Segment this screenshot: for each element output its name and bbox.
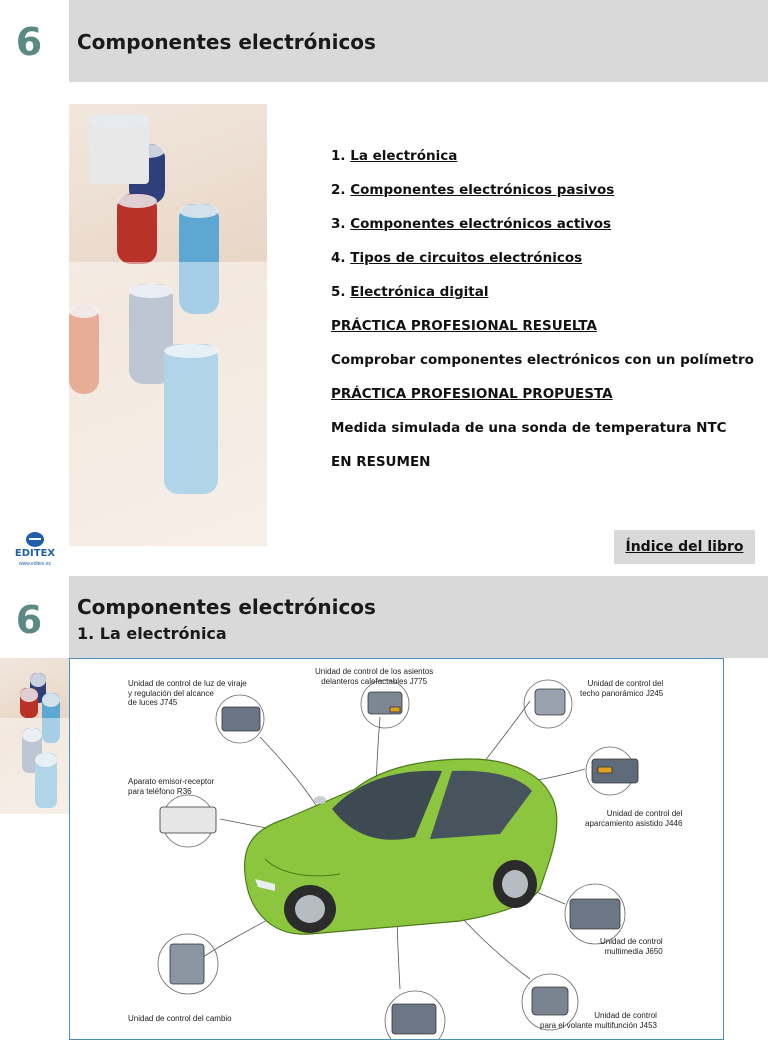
toc-link[interactable]: Componentes electrónicos activos xyxy=(350,216,612,232)
slide-la-electronica xyxy=(0,576,768,1030)
book-index-button[interactable]: Índice del libro xyxy=(614,530,755,564)
toc-link[interactable]: PRÁCTICA PROFESIONAL RESUELTA xyxy=(331,318,597,334)
callout-phone-transceiver: Aparato emisor-receptor para teléfono R36 xyxy=(128,777,215,796)
callout-seat-heating: Unidad de control de los asientos delanteros calefactables J775 xyxy=(315,667,434,686)
toc-item-1[interactable]: 1. La electrónica xyxy=(331,148,458,164)
toc-item-4[interactable]: 4. Tipos de circuitos electrónicos xyxy=(331,250,583,266)
editex-logo: EDITEX www.editex.es xyxy=(10,532,60,572)
header-band xyxy=(69,0,768,82)
toc-link[interactable]: Electrónica digital xyxy=(350,284,489,300)
chapter-toc xyxy=(331,146,754,486)
car-body xyxy=(245,759,557,934)
toc-link[interactable]: Tipos de circuitos electrónicos xyxy=(350,250,583,266)
toc-item-5[interactable]: 5. Electrónica digital xyxy=(331,284,489,300)
callout-multimedia: Unidad de control multimedia J650 xyxy=(600,937,663,956)
callout-light-control: Unidad de control de luz de viraje y regulación del alcance de luces J745 xyxy=(128,679,247,707)
chapter-number: 6 xyxy=(15,20,43,64)
editex-logo-icon xyxy=(26,532,44,547)
page-title: Componentes electrónicos xyxy=(77,30,376,54)
chapter-number: 6 xyxy=(15,598,43,642)
page-subtitle: 1. La electrónica xyxy=(77,624,227,643)
car-electronics-diagram xyxy=(69,658,724,1040)
capacitors-photo xyxy=(69,104,267,546)
page-title: Componentes electrónicos xyxy=(77,595,376,619)
toc-item-2[interactable]: 2. Componentes electrónicos pasivos xyxy=(331,182,615,198)
toc-item-practica-resuelta[interactable] xyxy=(331,316,754,350)
callout-panoramic-roof: Unidad de control del techo panorámico J245 xyxy=(580,679,664,698)
callout-steering-wheel: Unidad de control para el volante multifunción J453 xyxy=(540,1011,657,1030)
callout-gearbox: Unidad de control del cambio xyxy=(128,1014,232,1023)
toc-link[interactable]: PRÁCTICA PROFESIONAL PROPUESTA xyxy=(331,386,613,402)
toc-item-resumen: EN RESUMEN xyxy=(331,454,431,470)
toc-link[interactable]: Componentes electrónicos pasivos xyxy=(350,182,615,198)
car-illustration xyxy=(70,659,723,1039)
toc-link[interactable]: La electrónica xyxy=(350,148,458,164)
callout-park-assist: Unidad de control del aparcamiento asistido J446 xyxy=(585,809,683,828)
capacitors-thumbnail xyxy=(0,658,69,814)
toc-item-3[interactable]: 3. Componentes electrónicos activos xyxy=(331,216,612,232)
toc-item-medida: Medida simulada de una sonda de temperatura NTC xyxy=(331,420,727,436)
toc-item-practica-propuesta[interactable] xyxy=(331,384,754,418)
toc-item-comprobar: Comprobar componentes electrónicos con un polímetro xyxy=(331,352,754,368)
header-band xyxy=(69,576,768,658)
